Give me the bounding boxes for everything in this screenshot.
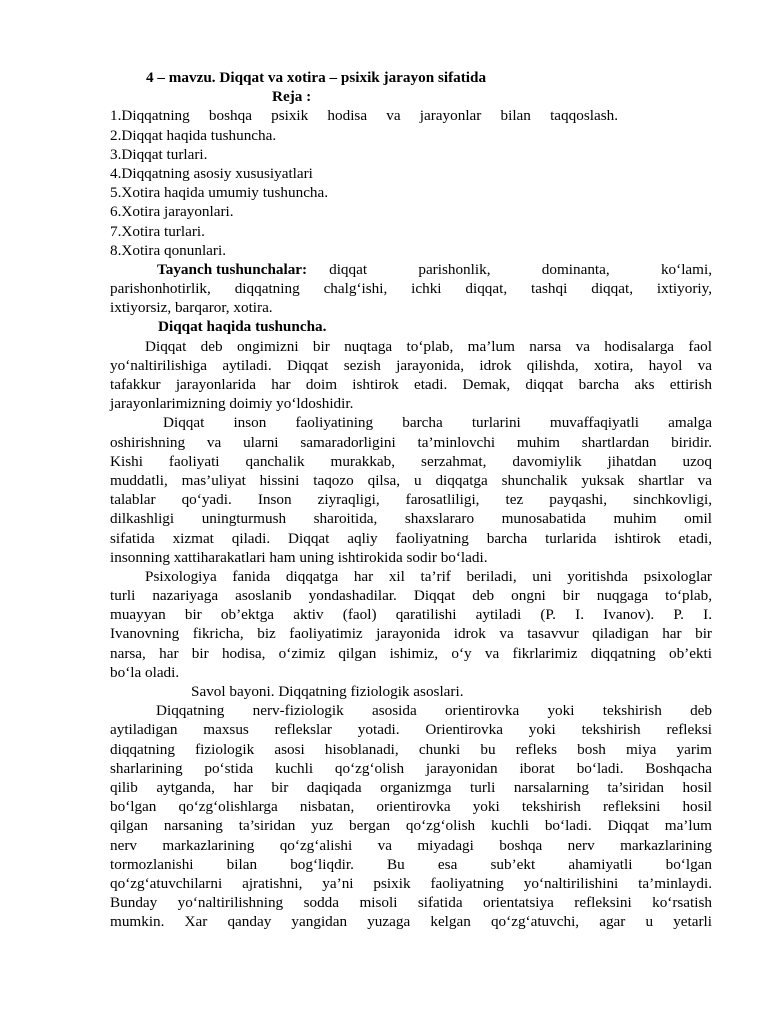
paragraph-line: turli nazariyaga asoslanib yondashadilar. Diqqat deb ongni bir nuqgaga to‘plab, [110,587,712,605]
paragraph-line: narsa, har bir hodisa, o‘zimiz qilgan ishimiz, o‘y va fikrlarimiz diqqatning ob’ekti [110,644,712,662]
subheading: Savol bayoni. Diqqatning fiziologik asoslari. [191,683,464,700]
paragraph-line: oshirishning va ularni samaradorligini ta’minlovchi muhim shartlardan biridir. [110,433,712,451]
plan-item: 2.Diqqat haqida tushuncha. [110,126,277,144]
paragraph-4 [110,701,712,931]
paragraph-3 [110,567,712,682]
paragraph-line: tormozlanishi bilan bog‘liqdir. Bu esa sub’ekt ahamiyatli bo‘lgan [110,855,712,873]
paragraph-line: bo‘la oladi. [110,663,180,681]
keywords-line: parishonhotirlik, diqqatning chalg‘ishi, ichki diqqat, tashqi diqqat, ixtiyoriy, [110,280,712,298]
paragraph-line: Ivanovning fikricha, biz faoliyatimiz jarayonida idrok va tasavvur qiladigan har bir [110,625,712,643]
paragraph-line: tafakkur jarayonlarida har doim ishtirok etadi. Demak, diqqat barcha aks ettirish [110,376,712,393]
plan-item: 7.Xotira turlari. [110,222,205,240]
paragraph-line: diqqatning fiziologik asosi hisoblanadi, chunki bu refleks bosh miya yarim [110,740,712,758]
plan-item: 3.Diqqat turlari. [110,145,208,163]
paragraph-2 [110,413,712,567]
paragraph-line: nerv markazlarining qo‘zg‘alishi va miyadagi boshqa nerv markazlarining [110,836,712,854]
keywords-text: diqqat parishonlik, dominanta, ko‘lami, [329,260,712,278]
paragraph-line: dilkashligi uningturmush sharoitida, shaxslararo munosabatida muhim omil [110,510,712,528]
keywords-label: Tayanch tushunchalar: [157,260,308,278]
paragraph-line: qilgan narsaning ta’siridan yuz bergan qo‘zg‘olish kuchli bo‘ladi. Diqqat ma’lum [110,817,712,835]
keywords-line [110,260,712,279]
keywords-line: ixtiyorsiz, barqaror, xotira. [110,299,273,317]
paragraph-line: Diqqat deb ongimizni bir nuqtaga to‘plab, ma’lum narsa va hodisalarga faol [145,337,712,355]
paragraph-line: Kishi faoliyati qanchalik murakkab, serzahmat, davomiylik jihatdan uzoq [110,452,712,470]
paragraph-1 [110,337,712,414]
paragraph-line: yo‘naltirilishiga aytiladi. Diqqat sezish jarayonida, idrok qilishda, xotira, hayol va [110,356,712,374]
paragraph-line: jarayonlarimizning doimiy yo‘ldoshidir. [110,395,354,413]
paragraph-line: Diqqatning nerv-fiziologik asosida orientirovka yoki tekshirish deb [156,702,712,720]
plan-item: 1.Diqqatning boshqa psixik hodisa va jarayonlar bilan taqqoslash. [110,107,618,125]
paragraph-line: qilib aytganda, har bir daqiqada organizmga turli narsalarning ta’siridan hosil [110,778,712,796]
plan-item: 8.Xotira qonunlari. [110,241,226,259]
paragraph-line: sharlarining po‘stida kuchli qo‘zg‘olish jarayonidan iborat bo‘ladi. Boshqacha [110,759,712,777]
paragraph-line: muayyan bir ob’ektga aktiv (faol) qaratilishi aytiladi (P. I. Ivanov). P. I. [110,606,712,624]
paragraph-line: insonning xattiharakatlari ham uning ishtirokida sodir bo‘ladi. [110,548,488,566]
section-heading: Diqqat haqida tushuncha. [158,318,327,336]
paragraph-line: aytiladigan maxsus reflekslar yotadi. Orientirovka yoki tekshirish refleksi [110,721,712,739]
plan-heading: Reja : [272,88,312,106]
paragraph-line: muddatli, mas’uliyat hissini taqozo qilsa, u diqqatga shunchalik yuksak shartlar va [110,471,712,489]
plan-item: 6.Xotira jarayonlari. [110,203,234,221]
document-title: 4 – mavzu. Diqqat va xotira – psixik jarayon sifatida [146,69,487,86]
paragraph-line: talablar qo‘yadi. Inson ziyraqligi, farosatliligi, tez payqashi, sinchkovligi, [110,491,712,509]
paragraph-line: Diqqat inson faoliyatining barcha turlarini muvaffaqiyatli amalga [163,414,712,432]
document-body [110,68,712,931]
paragraph-line: sifatida xizmat qiladi. Diqqat aqliy faoliyatning barcha turlarida ishtirok etadi, [110,529,712,547]
plan-item: 5.Xotira haqida umumiy tushuncha. [110,184,329,202]
plan-item: 4.Diqqatning asosiy xususiyatlari [110,164,313,182]
keywords-paragraph [110,260,712,318]
paragraph-line: mumkin. Xar qanday yangidan yuzaga kelgan qo‘zg‘atuvchi, agar u yetarli [110,913,712,931]
paragraph-line: Bunday yo‘naltirilishning sodda misoli sifatida orientatsiya refleksini ko‘rsatish [110,894,712,912]
paragraph-line: qo‘zg‘atuvchilarni ajratishni, ya’ni psixik faoliyatning yo‘naltirilishini ta’minlaydi. [110,874,712,892]
paragraph-line: Psixologiya fanida diqqatga har xil ta’rif beriladi, uni yoritishda psixologlar [145,567,712,585]
paragraph-line: bo‘lgan qo‘zg‘olishlarga nisbatan, orientirovka yoki tekshirish refleksini hosil [110,798,712,816]
plan-list [110,106,712,260]
